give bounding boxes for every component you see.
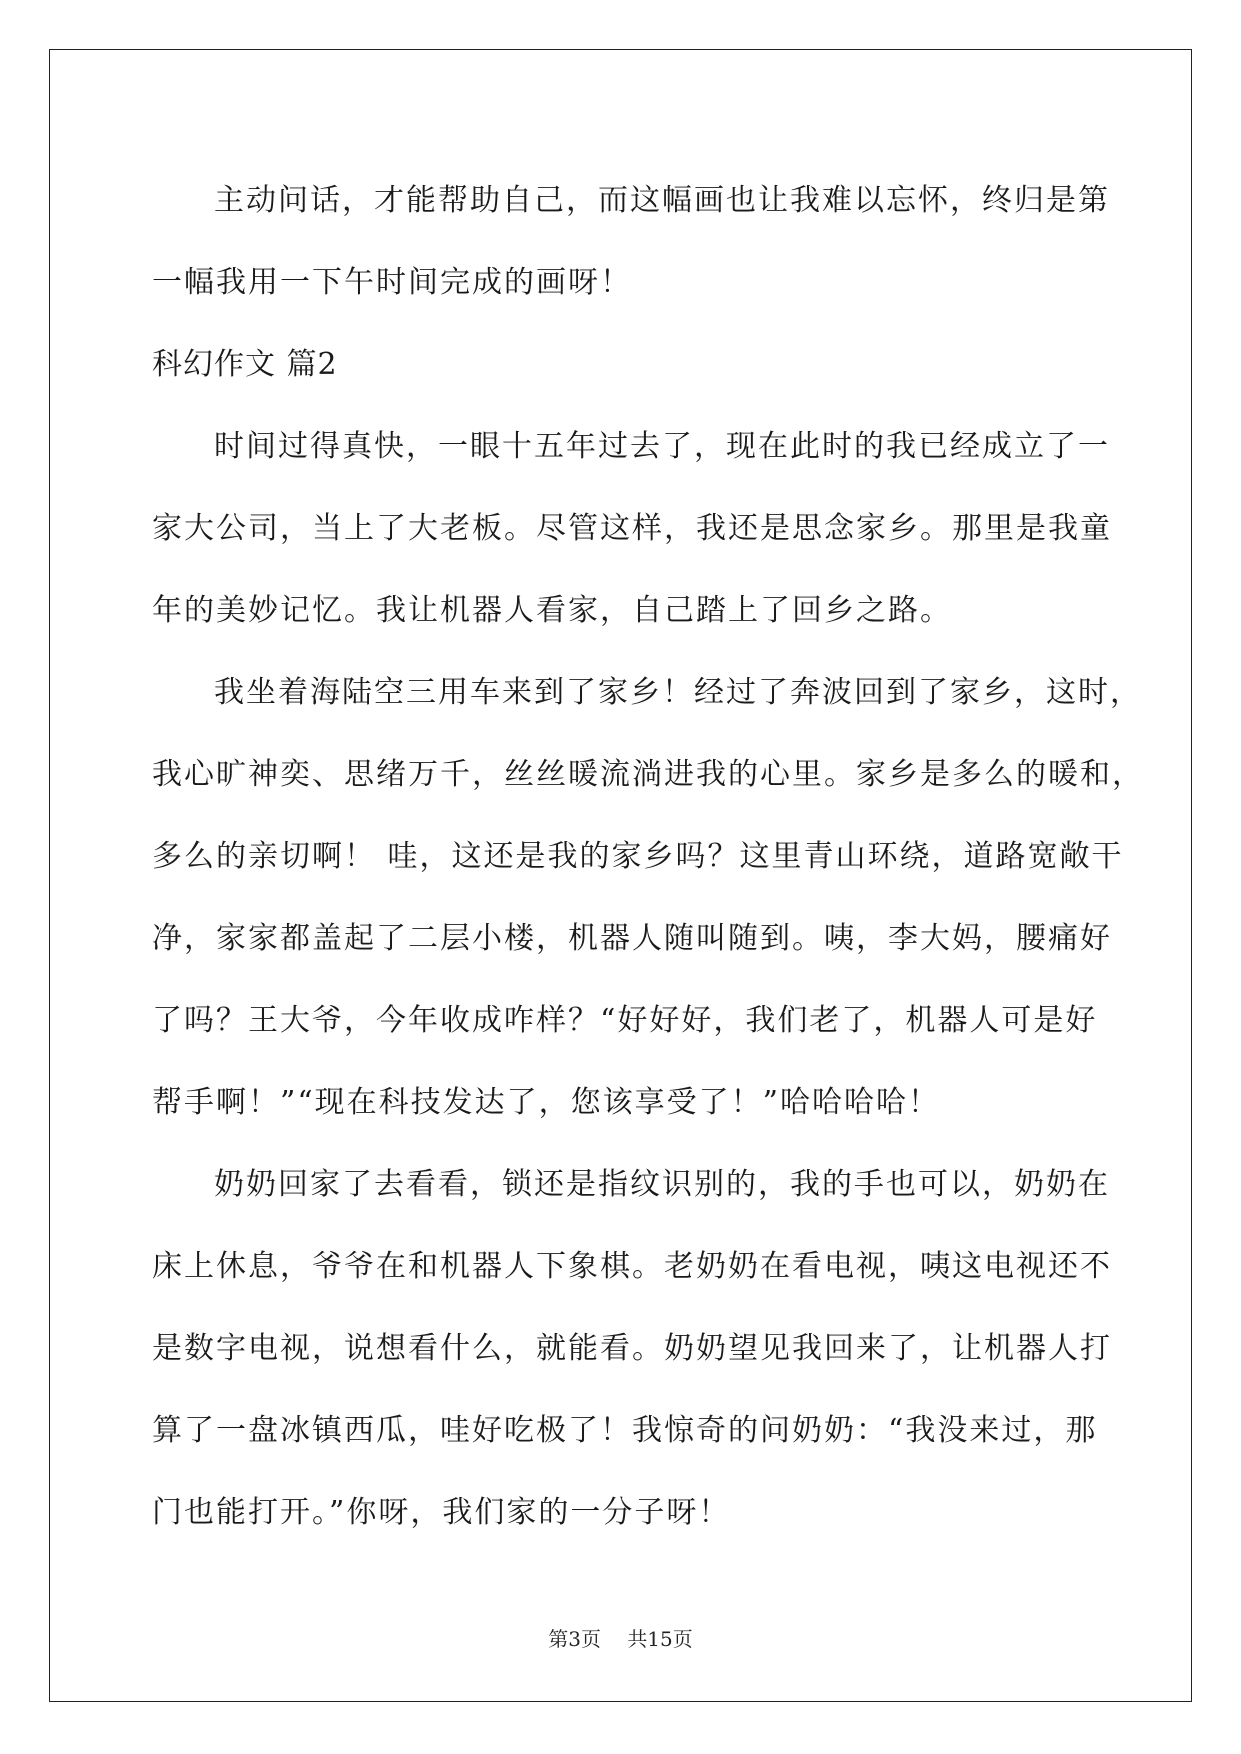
- text-line: 时间过得真快，一眼十五年过去了，现在此时的我已经成立了一: [214, 429, 1110, 464]
- text-line: 我心旷神奕、思绪万千，丝丝暖流淌进我的心里。家乡是多么的暖和，: [152, 757, 1144, 792]
- document-body: [152, 160, 1144, 1554]
- paragraph-1: [152, 160, 1110, 324]
- text-line: 奶奶回家了去看看，锁还是指纹识别的，我的手也可以，奶奶在: [214, 1167, 1110, 1202]
- text-line: 我坐着海陆空三用车来到了家乡！经过了奔波回到了家乡，这时，: [214, 675, 1142, 710]
- text-line: 门也能打开。”你呀，我们家的一分子呀！: [152, 1495, 731, 1530]
- text-line: 帮手啊！”“现在科技发达了，您该享受了！”哈哈哈哈！: [152, 1085, 941, 1120]
- text-line: 主动问话，才能帮助自己，而这幅画也让我难以忘怀，终归是第: [214, 183, 1110, 218]
- paragraph-2: [152, 406, 1112, 652]
- paragraph-3: [152, 652, 1144, 1144]
- page-total: 共15页: [627, 1627, 693, 1651]
- text-line: 一幅我用一下午时间完成的画呀！: [152, 265, 632, 300]
- text-line: 家大公司，当上了大老板。尽管这样，我还是思念家乡。那里是我童: [152, 511, 1112, 546]
- page-footer: [0, 1623, 1241, 1652]
- text-line: 床上休息，爷爷在和机器人下象棋。老奶奶在看电视，咦这电视还不: [152, 1249, 1112, 1284]
- text-line: 净，家家都盖起了二层小楼，机器人随叫随到。咦，李大妈，腰痛好: [152, 921, 1112, 956]
- section-heading: 科幻作文 篇2: [152, 347, 338, 382]
- text-line: 年的美妙记忆。我让机器人看家，自己踏上了回乡之路。: [152, 593, 952, 628]
- paragraph-4: [152, 1144, 1112, 1554]
- text-line: 算了一盘冰镇西瓜，哇好吃极了！我惊奇的问奶奶：“我没来过，那: [152, 1413, 1098, 1448]
- text-line: 是数字电视，说想看什么，就能看。奶奶望见我回来了，让机器人打: [152, 1331, 1112, 1366]
- page-number: 第3页: [548, 1627, 601, 1651]
- text-line: 了吗？王大爷，今年收成咋样？“好好好，我们老了，机器人可是好: [152, 1003, 1098, 1038]
- text-line: 多么的亲切啊！ 哇，这还是我的家乡吗？这里青山环绕，道路宽敞干: [152, 839, 1124, 874]
